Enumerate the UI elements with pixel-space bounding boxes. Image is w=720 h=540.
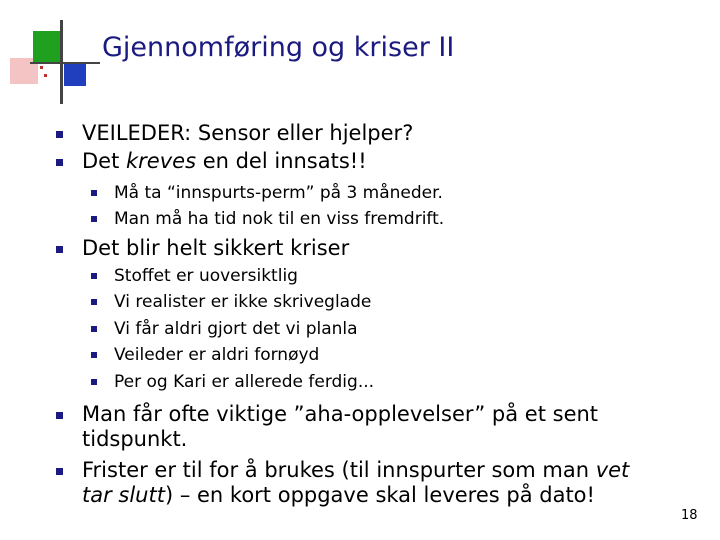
- bullet-text: Vi får aldri gjort det vi planla: [114, 319, 358, 339]
- bullet-text: Frister er til for å brukes (til innspurter som man vet tar slutt) – en kort oppgave skal leveres på dato!: [82, 458, 630, 507]
- bullet-square-icon: [91, 379, 97, 385]
- bullet-text: Vi realister er ikke skriveglade: [114, 292, 372, 312]
- bullet-text: VEILEDER: Sensor eller hjelper?: [82, 121, 414, 145]
- logo-dot: [40, 66, 43, 69]
- bullet-text: Per og Kari er allerede ferdig...: [114, 372, 375, 392]
- bullet-text: Man får ofte viktige ”aha-opplevelser” på et sent tidspunkt.: [82, 402, 599, 451]
- bullet-text: Veileder er aldri fornøyd: [114, 345, 320, 365]
- bullet-square-icon: [91, 273, 97, 279]
- bullet-square-icon: [91, 190, 97, 196]
- bullet-text: Man må ha tid nok til en viss fremdrift.: [114, 209, 445, 229]
- logo-blue-square: [64, 62, 86, 86]
- bullet-square-icon: [56, 159, 63, 166]
- bullet-square-icon: [91, 326, 97, 332]
- page-number: 18: [681, 508, 698, 523]
- bullet-square-icon: [91, 352, 97, 358]
- bullet-square-icon: [56, 246, 63, 253]
- bullet-text: Stoffet er uoversiktlig: [114, 266, 298, 286]
- logo-dot: [44, 74, 47, 77]
- bullet-text: Det blir helt sikkert kriser: [82, 236, 350, 260]
- bullet-text: Det kreves en del innsats!!: [82, 149, 367, 173]
- bullet-square-icon: [56, 412, 63, 419]
- bullet-square-icon: [91, 216, 97, 222]
- bullet-text: Må ta “innspurts-perm” på 3 måneder.: [114, 183, 443, 203]
- bullet-square-icon: [56, 131, 63, 138]
- bullet-square-icon: [56, 468, 63, 475]
- slide-title: Gjennomføring og kriser II: [102, 32, 455, 63]
- bullet-square-icon: [91, 299, 97, 305]
- slide-logo: [0, 0, 110, 110]
- logo-green-square: [33, 31, 61, 63]
- logo-horizontal-line: [30, 62, 100, 64]
